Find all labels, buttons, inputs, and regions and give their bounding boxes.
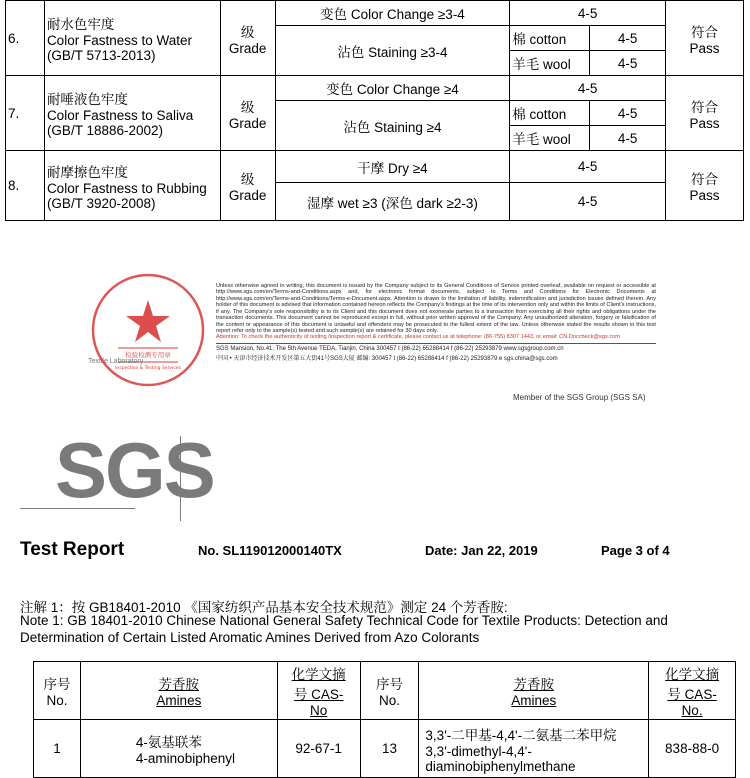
header-amine — [80, 662, 277, 720]
table-row — [6, 151, 744, 183]
row-number: 8. — [6, 151, 45, 221]
address-en: SGS Mansion, No.41, The 5th Avenue TEDA, Tianjin, China 300457 t (86-22) 65288414 f (86-22) 25293879 www.sgsgroup.com.cn — [216, 343, 656, 353]
verdict — [666, 151, 744, 221]
requirement: 湿摩 wet ≥3 (深色 dark ≥2-3) — [275, 183, 510, 221]
requirement: 沾色 Staining ≥3-4 — [275, 26, 510, 76]
row-number: 6. — [6, 1, 45, 76]
test-item-en: Color Fastness to Water — [46, 33, 192, 48]
header-cas — [277, 662, 360, 720]
header-cas2-1: 化学文摘 — [665, 667, 720, 682]
requirement: 干摩 Dry ≥4 — [275, 151, 510, 183]
requirement: 沾色 Staining ≥4 — [275, 101, 510, 151]
sgs-logo: SGS — [55, 426, 214, 514]
seal-label: 检验检测专用章 — [125, 351, 171, 359]
test-method: (GB/T 3920-2008) — [46, 195, 156, 211]
result: 4-5 — [510, 151, 666, 183]
unit-en: Grade — [228, 115, 267, 131]
seal-subtitle: Inspection & Testing Services — [115, 366, 181, 371]
test-method: (GB/T 5713-2013) — [46, 48, 156, 63]
verdict-cn: 符合 — [691, 24, 719, 40]
amine2-name-en-2: diaminobiphenylmethane — [425, 758, 576, 774]
verdict-cn: 符合 — [691, 172, 719, 187]
amine-no: 1 — [34, 720, 81, 778]
unit — [220, 76, 275, 151]
unit-cn: 级 — [240, 24, 255, 40]
header-amine2-cn: 芳香胺 — [513, 677, 555, 692]
result: 4-5 — [510, 183, 666, 221]
header-no2-cn: 序号 — [375, 677, 403, 692]
disclaimer-text: Unless otherwise agreed in writing, this document is issued by the Company subject to its General Conditions of Service printed overleaf, available on request or accessible at http://www.sgs.com/en/Terms-and-Conditions.aspx and, for electronic format documents, subject to Terms and Conditions for Electronic Documents at http://www.sgs.com/en/Terms-and-Conditions/Terms-e-Document.aspx. Attention is drawn to the limitation of liability, indemnification and jurisdiction issues defined therein. Any holder of this document is advised that information contained hereon reflects the Company's findings at the time of its intervention only and within the limits of Client's instructions, if any. The Company's sole responsibility is to its Client and this document does not exonerate parties to a transaction from exercising all their rights and obligations under the transaction documents. This document cannot be reproduced except in full, without prior written approval of the Company. Any unauthorized alteration, forgery or falsification of the content or appearance of this document is unlawful and offenders may be prosecuted to the fullest extent of the law. Unless otherwise stated the results shown in this test report refer only to the sample(s) tested and such sample(s) are retained for 30 days only. — [216, 283, 656, 334]
unit-cn: 级 — [240, 99, 255, 115]
header-no — [34, 662, 81, 720]
row-number: 7. — [6, 76, 45, 151]
header-cas2-2: 号 CAS- — [667, 687, 717, 702]
result: 4-5 — [590, 126, 666, 151]
table-row — [34, 720, 736, 778]
verdict-cn: 符合 — [691, 99, 719, 115]
test-item — [44, 1, 220, 76]
header-cas2-3: No. — [681, 703, 703, 718]
unit-en: Grade — [228, 188, 267, 203]
header-amine-2 — [419, 662, 649, 720]
unit-en: Grade — [228, 40, 267, 56]
amine-name — [80, 720, 277, 778]
fabric: 羊毛 wool — [510, 51, 590, 76]
verdict-en: Pass — [689, 188, 720, 203]
verdict — [666, 76, 744, 151]
test-item — [44, 76, 220, 151]
note-cn: 注解 1：按 GB18401-2010 《国家纺织产品基本安全技术规范》测定 24 个芳香胺: — [20, 600, 508, 615]
table-row — [6, 1, 744, 26]
amines-table — [33, 661, 736, 778]
result: 4-5 — [590, 51, 666, 76]
amine-name-2 — [419, 720, 649, 778]
header-no-cn: 序号 — [43, 677, 71, 692]
header-cas-2 — [649, 662, 736, 720]
report-title: Test Report — [20, 539, 125, 560]
header-no-2 — [360, 662, 419, 720]
test-method: (GB/T 18886-2002) — [46, 123, 164, 138]
results-table — [5, 0, 744, 221]
amine-cas: 92-67-1 — [277, 720, 360, 778]
table-row — [6, 76, 744, 101]
attention-text: Attention: To check the authenticity of testing /inspection report & certificate, please contact us at telephone: (86-755) 8307 1443, or email: CN.Doccheck@sgs.com — [216, 334, 620, 341]
header-cas-1: 化学文摘 — [291, 667, 346, 682]
test-item-cn: 耐水色牢度 — [46, 17, 115, 32]
address-cn: 中国 • 天津市经济技术开发区第五大街41号SGS大厦 邮编: 300457 t (86-22) 65288414 f (86-22) 25293879 e sgs.china@sgs.com — [216, 355, 558, 362]
footer-disclaimer — [216, 283, 656, 363]
note-en-line1: Note 1: GB 18401-2010 Chinese National General Safety Technical Code for Textile Products: Detection and — [20, 613, 668, 628]
report-number: No. SL119012000140TX — [198, 543, 342, 558]
unit — [220, 151, 275, 221]
requirement: 变色 Color Change ≥3-4 — [275, 1, 510, 26]
header-amine-en: Amines — [156, 693, 202, 708]
amine-cas-2: 838-88-0 — [649, 720, 736, 778]
requirement: 变色 Color Change ≥4 — [275, 76, 510, 101]
header-cas-3: No — [310, 703, 328, 718]
result: 4-5 — [510, 1, 666, 26]
report-date: Date: Jan 22, 2019 — [425, 543, 538, 558]
header-amine2-en: Amines — [511, 693, 557, 708]
seal-side-text: Textile Laboratory — [88, 358, 144, 365]
verdict-en: Pass — [689, 115, 720, 131]
unit-cn: 级 — [240, 172, 255, 187]
header-amine-cn: 芳香胺 — [158, 677, 200, 692]
fabric: 羊毛 wool — [510, 126, 590, 151]
test-item — [44, 151, 220, 221]
test-item-cn: 耐唾液色牢度 — [46, 92, 128, 107]
page-indicator: Page 3 of 4 — [601, 543, 670, 558]
header-no2-en: No. — [378, 693, 400, 708]
test-item-en: Color Fastness to Saliva — [46, 108, 194, 123]
verdict — [666, 1, 744, 76]
test-item-cn: 耐摩擦色牢度 — [46, 164, 128, 180]
result: 4-5 — [590, 26, 666, 51]
result: 4-5 — [510, 76, 666, 101]
result: 4-5 — [590, 101, 666, 126]
amine2-name-en-1: 3,3'-dimethyl-4,4'- — [425, 743, 532, 759]
amine-name-en: 4-aminobiphenyl — [135, 751, 235, 766]
table-header-row — [34, 662, 736, 720]
unit — [220, 1, 275, 76]
header-no-en: No. — [46, 693, 68, 708]
verdict-en: Pass — [689, 40, 720, 56]
amine-no-2: 13 — [360, 720, 419, 778]
header-cas-2: 号 CAS- — [293, 687, 344, 702]
test-item-en: Color Fastness to Rubbing — [46, 180, 207, 196]
fabric: 棉 cotton — [510, 101, 590, 126]
note-en-line2: Determination of Certain Listed Aromatic Amines Derived from Azo Colorants — [20, 630, 480, 645]
amine-name-cn: 4-氨基联苯 — [135, 735, 202, 750]
member-text: Member of the SGS Group (SGS SA) — [513, 393, 646, 402]
amine2-name-cn: 3,3'-二甲基-4,4'-二氨基二苯甲烷 — [425, 727, 617, 743]
fabric: 棉 cotton — [510, 26, 590, 51]
company-seal-icon — [88, 270, 208, 390]
